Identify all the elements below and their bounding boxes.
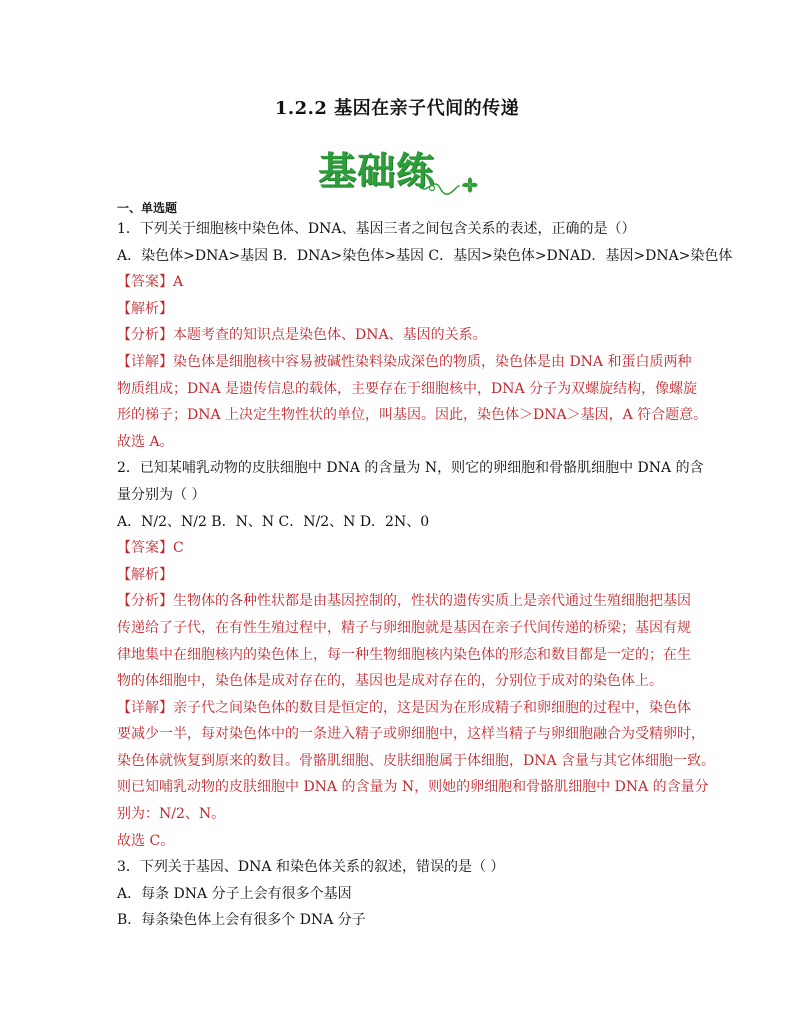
q3-option-b: B．每条染色体上会有很多个 DNA 分子 xyxy=(117,912,366,929)
q2-xiangjie xyxy=(117,695,691,722)
xiangjie-tag: 【详解】 xyxy=(117,353,173,370)
q2-xiangjie-line-5: 别为：N/2、N。 xyxy=(117,806,226,823)
q2-fenxi-line-1: 生物体的各种性状都是由基因控制的，性状的遗传实质上是亲代通过生殖细胞把基因 xyxy=(173,593,691,610)
q2-answer-value: C xyxy=(173,540,184,557)
q2-options: A．N/2、N/2 B．N、N C．N/2、N D．2N、0 xyxy=(117,513,430,530)
q1-xiangjie-line-1: 染色体是细胞核中容易被碱性染料染成深色的物质，染色体是由 DNA 和蛋白质两种 xyxy=(173,353,692,370)
q2-stem-line-1: 2．已知某哺乳动物的皮肤细胞中 DNA 的含量为 N，则它的卵细胞和骨骼肌细胞中 DNA 的含 xyxy=(117,460,704,477)
q2-fenxi-line-4: 物的体细胞中，染色体是成对存在的，基因也是成对存在的，分别位于成对的染色体上。 xyxy=(117,673,663,690)
q2-fenxi xyxy=(117,588,691,615)
q2-fenxi-line-2: 传递给了子代，在有性生殖过程中，精子与卵细胞就是基因在亲子代间传递的桥梁；基因有规 xyxy=(117,619,691,636)
q1-analysis-heading xyxy=(117,296,687,323)
q2-xiangjie-line-2: 要减少一半，每对染色体中的一条进入精子或卵细胞中，这样当精子与卵细胞融合为受精卵时， xyxy=(117,726,705,743)
question-content xyxy=(117,200,733,934)
q1-answer xyxy=(117,269,687,296)
q2-fenxi-line-3: 律地集中在细胞核内的染色体上，每一种生物细胞核内染色体的形态和数目都是一定的；在生 xyxy=(117,646,691,663)
q1-xiangjie-line-3: 形的梯子；DNA 上决定生物性状的单位，叫基因。因此，染色体＞DNA＞基因，A 符合题意。 xyxy=(117,407,708,424)
q2-xiangjie-line-3: 染色体就恢复到原来的数目。骨骼肌细胞、皮肤细胞属于体细胞，DNA 含量与其它体细胞一致。 xyxy=(117,752,716,769)
q1-fenxi-text: 本题考查的知识点是染色体、DNA、基因的关系。 xyxy=(173,327,487,344)
q2-xiangjie-line-1: 亲子代之间染色体的数目是恒定的，这是因为在形成精子和卵细胞的过程中，染色体 xyxy=(173,699,691,716)
q1-fenxi xyxy=(117,322,687,349)
banner-logo xyxy=(318,138,478,196)
fenxi-tag: 【分析】 xyxy=(117,327,173,344)
q3-stem: 3．下列关于基因、DNA 和染色体关系的叙述，错误的是（ ） xyxy=(117,859,505,876)
q2-stem-line-2: 量分别为（ ） xyxy=(117,486,206,503)
section-heading: 一、单选题 xyxy=(117,201,178,215)
q2-answer xyxy=(117,535,687,562)
q1-stem: 1．下列关于细胞核中染色体、DNA、基因三者之间包含关系的表述，正确的是（） xyxy=(117,221,636,237)
answer-tag: 【答案】 xyxy=(117,274,173,291)
q2-conclusion: 故选 C。 xyxy=(117,832,175,849)
q1-options: A．染色体>DNA>基因 B．DNA>染色体>基因 C．基因>染色体>DNAD．基因>DNA>染色体 xyxy=(117,247,733,264)
xiangjie-tag: 【详解】 xyxy=(117,699,173,716)
answer-tag: 【答案】 xyxy=(117,540,173,557)
q2-xiangjie-line-4: 则已知哺乳动物的皮肤细胞中 DNA 的含量为 N，则她的卵细胞和骨骼肌细胞中 DNA 的含量分 xyxy=(117,779,709,796)
fenxi-tag: 【分析】 xyxy=(117,593,173,610)
q2-analysis-heading xyxy=(117,562,687,589)
analysis-tag: 【解析】 xyxy=(117,566,173,583)
q1-xiangjie xyxy=(117,349,692,376)
q1-xiangjie-line-2: 物质组成；DNA 是遗传信息的载体，主要存在于细胞核中，DNA 分子为双螺旋结构，像螺旋 xyxy=(117,380,698,397)
banner-text: 基础练 xyxy=(318,149,436,193)
q1-answer-value: A xyxy=(173,274,184,291)
q1-conclusion: 故选 A。 xyxy=(117,433,174,450)
vine-decoration-icon xyxy=(418,166,478,196)
analysis-tag: 【解析】 xyxy=(117,300,173,317)
q3-option-a: A．每条 DNA 分子上会有很多个基因 xyxy=(117,885,352,902)
page-title: 1.2.2 基因在亲子代间的传递 xyxy=(274,98,520,119)
